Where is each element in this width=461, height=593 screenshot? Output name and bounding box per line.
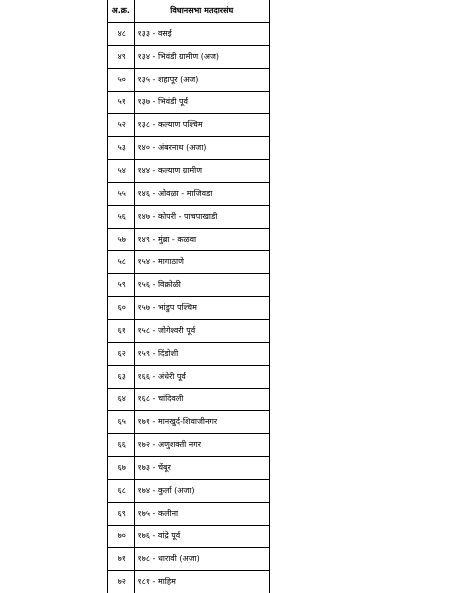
constituency-cell: १४४ - कल्याण ग्रामीण bbox=[134, 160, 269, 183]
serial-number-cell: ५४ bbox=[108, 160, 134, 183]
table-row bbox=[108, 137, 269, 160]
serial-number-cell: ६६ bbox=[108, 434, 134, 457]
constituency-cell: १३४ - भिवंडी ग्रामीण (अज) bbox=[134, 45, 269, 68]
constituency-cell: १५६ - विक्रोळी bbox=[134, 274, 269, 297]
serial-number-cell: ५५ bbox=[108, 182, 134, 205]
serial-number-cell: ६८ bbox=[108, 479, 134, 502]
constituency-cell: १३५ - शहापूर (अज) bbox=[134, 68, 269, 91]
constituency-cell: १७४ - कुर्ला (अजा) bbox=[134, 479, 269, 502]
serial-number-cell: ६९ bbox=[108, 502, 134, 525]
serial-number-cell: ६५ bbox=[108, 411, 134, 434]
serial-number-cell: ५६ bbox=[108, 205, 134, 228]
table-row bbox=[108, 388, 269, 411]
header-serial-number: अ.क्र. bbox=[108, 0, 134, 23]
constituency-cell: १७२ - अणुशक्ती नगर bbox=[134, 434, 269, 457]
table-row bbox=[108, 297, 269, 320]
constituency-cell: १७१ - मानखुर्द-शिवाजीनगर bbox=[134, 411, 269, 434]
constituency-cell: १५७ - भांडुप पश्चिम bbox=[134, 297, 269, 320]
table-row bbox=[108, 548, 269, 571]
constituency-cell: १४७ - कोपरी - पाचपाखाडी bbox=[134, 205, 269, 228]
serial-number-cell: ६४ bbox=[108, 388, 134, 411]
constituency-cell: १६६ - अंधेरी पूर्व bbox=[134, 365, 269, 388]
table-row bbox=[108, 502, 269, 525]
constituency-table bbox=[108, 0, 269, 593]
table-row bbox=[108, 319, 269, 342]
table-row bbox=[108, 114, 269, 137]
serial-number-cell: ५८ bbox=[108, 251, 134, 274]
table-row bbox=[108, 434, 269, 457]
header-constituency: विधानसभा मतदारसंघ bbox=[134, 0, 269, 23]
table-row bbox=[108, 342, 269, 365]
table-row bbox=[108, 23, 269, 46]
serial-number-cell: ५७ bbox=[108, 228, 134, 251]
constituency-cell: १८१ - माहिम bbox=[137, 577, 176, 587]
constituency-cell: १३८ - कल्याण पश्चिम bbox=[134, 114, 269, 137]
constituency-cell: १७३ - चेंबूर bbox=[134, 457, 269, 480]
serial-number-cell: ७१ bbox=[108, 548, 134, 571]
serial-number-cell: ५२ bbox=[108, 114, 134, 137]
table-row bbox=[108, 274, 269, 297]
constituency-cell: १४० - अंबरनाथ (अजा) bbox=[134, 137, 269, 160]
constituency-cell: १५८ - जोगेश्वरी पूर्व bbox=[134, 319, 269, 342]
constituency-cell: १४९ - मुंब्रा - कळवा bbox=[134, 228, 269, 251]
table-row bbox=[108, 68, 269, 91]
constituency-cell: १७६ - वांद्रे पूर्व bbox=[134, 525, 269, 548]
constituency-cell: १३३ - वसई bbox=[134, 23, 269, 46]
serial-number-cell: ७० bbox=[108, 525, 134, 548]
table-row bbox=[108, 411, 269, 434]
serial-number-cell: ५९ bbox=[108, 274, 134, 297]
table-row bbox=[108, 479, 269, 502]
serial-number-cell: ५१ bbox=[108, 91, 134, 114]
serial-number-cell: ६३ bbox=[108, 365, 134, 388]
table-row bbox=[108, 251, 269, 274]
serial-number-cell: ७२ bbox=[108, 571, 134, 593]
table-header-row bbox=[108, 0, 269, 23]
constituency-cell: १३७ - भिवंडी पूर्व bbox=[134, 91, 269, 114]
serial-number-cell: ६२ bbox=[108, 342, 134, 365]
constituency-table-sheet bbox=[107, 0, 270, 593]
constituency-cell: १५४ - मागाठाणे bbox=[134, 251, 269, 274]
table-row bbox=[108, 457, 269, 480]
serial-number-cell: ६१ bbox=[108, 319, 134, 342]
constituency-cell: १५९ - दिंडोशी bbox=[134, 342, 269, 365]
constituency-cell: १४६ - ओवळा - माजिवडा bbox=[134, 182, 269, 205]
constituency-cell: १६८ - चांदिवली bbox=[134, 388, 269, 411]
serial-number-cell: ६० bbox=[108, 297, 134, 320]
serial-number-cell: ५३ bbox=[108, 137, 134, 160]
table-row bbox=[108, 91, 269, 114]
table-row bbox=[108, 45, 269, 68]
table-row bbox=[108, 205, 269, 228]
constituency-cell: १७८ - धारावी (अजा) bbox=[134, 548, 269, 571]
table-row bbox=[108, 571, 269, 593]
table-row bbox=[108, 228, 269, 251]
table-row bbox=[108, 525, 269, 548]
table-row bbox=[108, 160, 269, 183]
constituency-cell: १७५ - कलीना bbox=[134, 502, 269, 525]
serial-number-cell: ५० bbox=[108, 68, 134, 91]
serial-number-cell: ४९ bbox=[108, 45, 134, 68]
table-row bbox=[108, 182, 269, 205]
table-row bbox=[108, 365, 269, 388]
serial-number-cell: ६७ bbox=[108, 457, 134, 480]
serial-number-cell: ४८ bbox=[108, 23, 134, 46]
